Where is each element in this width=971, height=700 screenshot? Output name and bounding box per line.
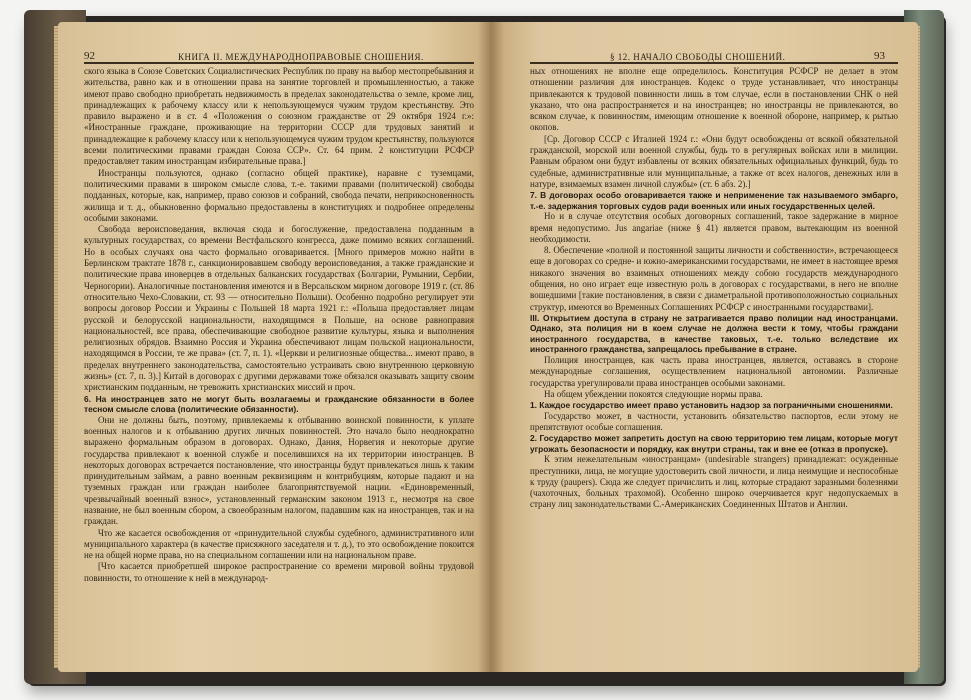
left-running-header: КНИГА II. МЕЖДУНАРОДНОПРАВОВЫЕ СНОШЕНИЯ. bbox=[178, 52, 424, 62]
paragraph: Они не должны быть, поэтому, привлекаемы к отбыванию воинской повинности, к уплате военных налогов и к отбыванию других личных повинностей. Это начало было неоднократно выражено формальным образом в договорах. Однако, Дания, Норвегия и некоторые другие государства привлекают к военной службе и поселившихся на их территории иностранцев. В некоторых договорах встречается постановление, что иностранцы будут привлекаться лишь к таким принудительным займам, а равно военным реквизициям и контрибуциям, которые падают и на туземных граждан или граждан наиболее благоприятствуемой нации. «Единовременный, чрезвычайный военный взнос», установленный германским законом 1913 г., несмотря на свое название, не был военным сбором, а своеобразным налогом, падавшим как на иностранцев, так и на граждан. bbox=[84, 414, 474, 527]
right-running-header: § 12. НАЧАЛО СВОБОДЫ СНОШЕНИЙ. bbox=[610, 52, 786, 62]
paragraph: [Что касается приобретшей широкое распространение со времени мировой войны трудовой повинности, то отношение к ней в международ- bbox=[84, 561, 474, 583]
paragraph: ных отношениях не вполне еще определилось. Конституция РСФСР не делает в этом отношении различия для иностранцев. Кодекс о труде устанавливает, что иностранцы привлекаются к трудовой повинности лишь в том случае, если в постановлении СНК о ней указано, что она распространяется и на иностранцев; но иностранцы не привлекаются, во всяком случае, к повинностям, имеющим отношение к военной обороне, например, к рытью окопов. bbox=[530, 66, 898, 133]
right-page bbox=[490, 22, 918, 672]
paragraph: Иностранцы пользуются, однако (согласно общей практике), наравне с туземцами, политическими правами в широком смысле слова, т.-е. такими правами (политической) свободы подданных, которые, как, например, право союзов и собраний, свобода печати, неприкосновенность жилища и т. д., обыкновенно формально предоставлены в конституциях и подробнее определены особыми законами. bbox=[84, 167, 474, 223]
paragraph: К этим нежелательным «иностранцам» (undesirable strangers) принадлежат: осужденные преступники, лица, не могущие удостоверить свой личности, и лица неимущие и неспособные к труду (paupers). Сюда же следует причислить и лиц, которые страдают заразными болезнями (чахоточных, больных трахомой). Особенно широко очерчивается круг недопускаемых в страну лиц законодательствами С.-Американских Соединенных Штатов и Англии. bbox=[530, 454, 898, 510]
section-heading: III. Открытием доступа в страну не затрагивается право полиции над иностранцами. Однако, эта полиция ни в коем случае не должна вести к тому, чтобы граждани иностранного государства, в качестве таковых, т.-е. только вследствие их иностранного гражданства, запрещалось пребывание в стране. bbox=[530, 312, 898, 355]
right-header-rule bbox=[530, 62, 898, 64]
paragraph: Но и в случае отсутствия особых договорных соглашений, такое задержание в мирное время недопустимо. Jus angariae (ниже § 41) является правом, вытекающим из военной необходимости. bbox=[530, 211, 898, 244]
left-page-number: 92 bbox=[84, 50, 95, 62]
section-heading: 6. На иностранцев зато не могут быть возлагаемы и гражданские обязанности в более тесном смысле слова (политические обязанности). bbox=[84, 393, 474, 415]
section-heading: 2. Государство может запретить доступ на свою территорию тем лицам, которые могут угрожать безопасности и порядку, как внутри страны, так и вне ее (отказ в пропуске). bbox=[530, 433, 898, 454]
paragraph: На общем убеждении покоятся следующие нормы права. bbox=[544, 388, 763, 399]
section-heading: 1. Каждое государство имеет право установить надзор за пограничными сношениями. bbox=[530, 400, 893, 411]
paragraph: Свобода вероисповедания, включая сюда и богослужение, предоставлена подданным в культурных государствах, со времени Вестфальского конгресса, даже помимо всяких соглашений. Но в особых случаях она часто формально оговаривается. [Много примеров можно найти в Берлинском трактате 1878 г., санкционировавшем свободу вероисповедания, а также гражданские и политические права иноверцев в отдельных балканских государствах (Болгарии, Румынии, Сербии, Черногории). Аналогичные постановления имеются и в Версальском мирном договоре 1919 г. (ст. 86 относительно Чехо-Словакии, ст. 93 — относительно Польши). Особенно подробно регулирует эти вопросы договор России и Украины с Польшей 18 марта 1921 г.: «Польша предоставляет лицам русской и белорусской национальности, находящимся в Польше, на основе равноправия национальностей, все права, обеспечивающие свободное развитие культуры, языка и выполнения религиозных обрядов. Взаимно Россия и Украина обеспечивают лицам польской национальности, находящимся в России, те же права» (ст. 7, п. 1). «Церкви и религиозные общества... имеют право, в пределах внутреннего законодательства, самостоятельно устраивать свою внутреннюю церковную жизнь» (ст. 7, п. 3).] Китай в договорах с другими державами тоже обязался оказывать защиту своим христианским подданным, не тревожить христианских миссий и проч. bbox=[84, 224, 474, 393]
left-header-rule bbox=[84, 62, 474, 64]
paragraph: [Ср. Договор СССР с Италией 1924 г.: «Они будут освобождены от всякой обязательной гражданской, морской или военной службы, будь то в регулярных войсках или в милиции. Равным образом они будут избавлены от всяких обязательных официальных функций, будь то судебные, административные или муниципальные, а также от всех налогов, денежных или в натуре, взимаемых взамен личной службы» (ст. 6 абз. 2).] bbox=[530, 133, 898, 189]
paragraph: Что же касается освобождения от «принудительной службы судебного, административного или муниципального характера (в качестве присяжного заседателя и т. д.), то это освобождение покоится не на общей норме права, но на специальном соглашении или на национальном праве. bbox=[84, 527, 474, 561]
section-heading: 7. В договорах особо оговаривается также и неприменение так называемого эмбарго, т.-е. задержания торговых судов ради военных или иных государственных целей. bbox=[530, 190, 898, 211]
left-page-text bbox=[84, 66, 474, 584]
right-page-text bbox=[530, 66, 898, 511]
paragraph: Полиция иностранцев, как часть права иностранцев, является, оставаясь в стороне международные соглашения, осуществлением национальной автономии. Различные государства урегулировали права иностранцев особыми законами. bbox=[530, 354, 898, 388]
paragraph: ского языка в Союзе Советских Социалистических Республик по праву на выбор местопребывания и жительства, равно как и в отношении права на занятие торговлей и промышленностью, а также имеют право свободно приобретать недвижимость в пределах законодательства о земле, кроме лиц, принадлежащих к рабочему классу или к непользующемуся чужим трудом крестьянству. Это правило выражено и в ст. 4 «Положения о союзном гражданстве от 29 октября 1924 г.»: «Иностранные граждане, проживающие на территории СССР для трудовых занятий и принадлежащие к рабочему классу или к непользующемуся чужим трудом крестьянству, пользуются всеми политическими правами граждан Союза ССР». Ст. 64 прим. 2 конституции РСФСР предоставляет таким иностранцам избирательные права.] bbox=[84, 66, 474, 167]
left-page bbox=[58, 22, 490, 672]
paragraph: 8. Обеспечение «полной и постоянной защиты личности и собственности», встречающееся еще в договорах со средне- и южно-американскими государствами, не имеет в настоящее время никакого значения во взаимных отношениях между собою государств международного общения, но оно играет еще известную роль в договорах с государствами, в него не вполне вошедшими [такие постановления, в связи с диаметральной противоположностью социальных структур, имеются во Временных Соглашениях РСФСР с иностранными государствами]. bbox=[530, 245, 898, 312]
book-gutter bbox=[478, 22, 504, 672]
paragraph: Государство может, в частности, установить обязательство паспортов, если этому не препятствуют особые соглашения. bbox=[530, 410, 898, 432]
right-page-number: 93 bbox=[874, 50, 885, 62]
